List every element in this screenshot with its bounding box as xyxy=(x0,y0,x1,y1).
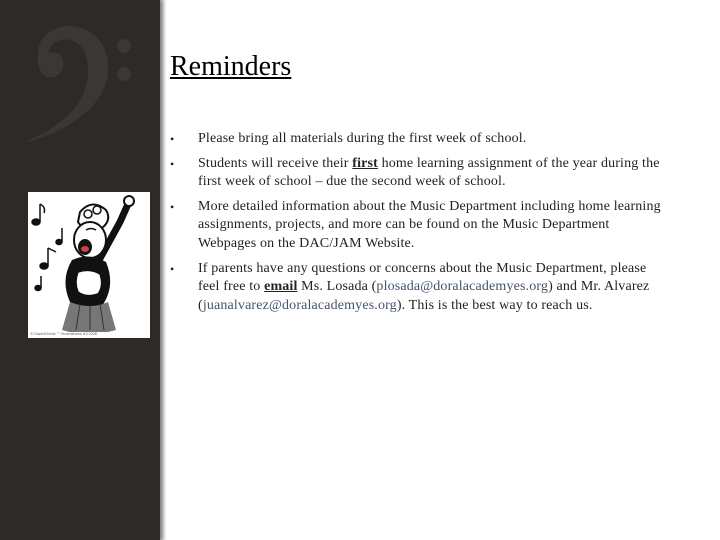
bullet-text: More detailed information about the Music Department including home learning assignments, projects, and more can be found on the Music Department Webpages on the DAC/JAM Website. xyxy=(198,198,661,251)
list-item xyxy=(170,198,665,254)
bullet-text: home learning assignment of the year during the first week of school – due the second week of school. xyxy=(198,155,660,190)
list-item xyxy=(170,155,665,192)
bullet-text: Please bring all materials during the first week of school. xyxy=(198,131,527,146)
list-item xyxy=(170,260,665,316)
side-panel xyxy=(0,0,160,540)
reminder-list xyxy=(170,130,665,321)
slide-title: Reminders xyxy=(170,51,292,82)
singing-woman-clipart xyxy=(28,192,150,332)
email-link-alvarez[interactable]: juanalvarez@doralacademyes.org xyxy=(202,297,397,313)
bass-clef-icon xyxy=(8,8,138,148)
bullet-text: Ms. Losada ( xyxy=(297,279,377,295)
emphasis-first: first xyxy=(352,155,378,171)
bullet-text: Students will receive their xyxy=(198,155,353,171)
emphasis-email: email xyxy=(264,279,298,295)
bullet-icon: • xyxy=(170,261,175,276)
email-link-losada[interactable]: plosada@doralacademyes.org xyxy=(376,279,549,295)
panel-shadow xyxy=(160,0,166,540)
bullet-icon: • xyxy=(170,156,175,171)
bullet-text: If parents have any questions or concerns about the Music Department, please feel free to xyxy=(198,260,647,295)
bullet-text: ). This is the best way to reach us. xyxy=(396,297,593,313)
bullet-icon: • xyxy=(170,199,175,214)
image-caption: ©ClipArtGuide ™ Illustrations #21006 xyxy=(30,332,98,336)
bullet-icon: • xyxy=(170,132,175,146)
bullet-text: ) and Mr. Alvarez ( xyxy=(198,279,650,313)
singer-illustration xyxy=(28,192,150,338)
list-item xyxy=(170,130,665,149)
